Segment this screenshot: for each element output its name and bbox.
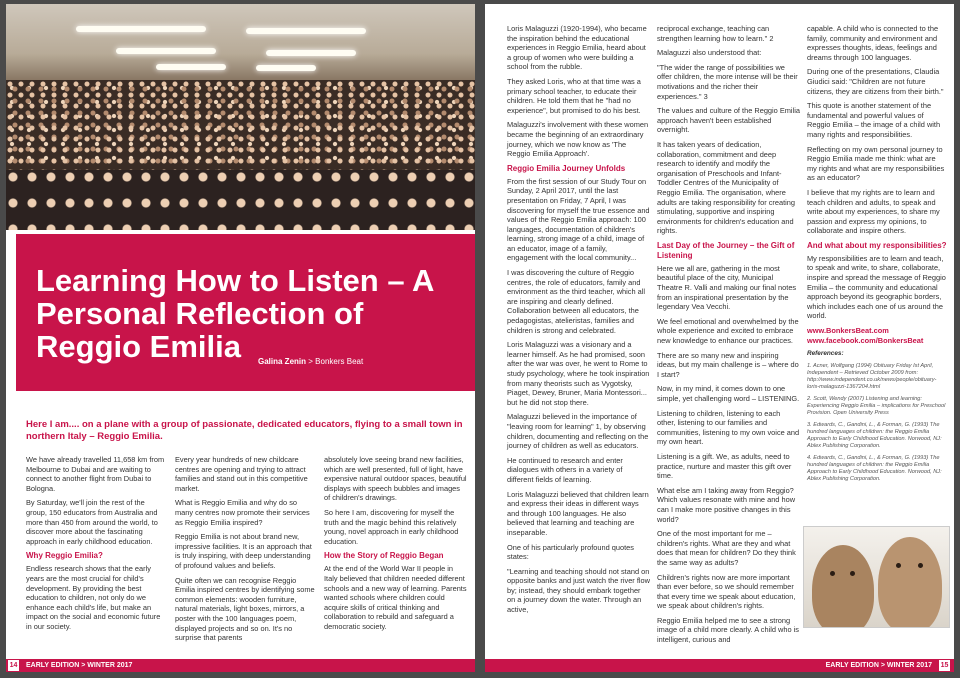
right-column-2 xyxy=(657,24,800,650)
paragraph: One of the most important for me – children's rights. What are they and what does that mean for children? Do they think the same way as adults? xyxy=(657,529,796,567)
footer-label: EARLY EDITION > WINTER 2017 xyxy=(26,662,133,669)
paragraph: My responsibilities are to learn and teach, to speak and write, to share, collaborate, inspire and spread the message of Reggio Emilia – the community and educational approach beyond its geographic borders, which includes each one of us around the world. xyxy=(807,253,946,321)
paragraph: Loris Malaguzzi believed that children learn and express their ideas in different ways and through 100 languages. He also believed that learning and teaching are inseparable. xyxy=(507,489,649,537)
paragraph: Loris Malaguzzi (1920-1994), who became the inspiration behind the educational experiences in Reggio Emilia, heard about a group of women who were building a school from the rubble. xyxy=(507,24,647,72)
paragraph: By Saturday, we'll join the rest of the group, 150 educators from Australia and more than 450 from around the world, to discover more about the fascinating approach in early childhood education. xyxy=(26,498,158,546)
paragraph: At the end of the World War II people in Italy believed that children needed different schools and a new way of learning. Parents wanted schools where children could acquire skills of critical thinking and collaboration to rebuild and safeguard a democratic society. xyxy=(324,564,467,631)
paragraph: I believe that my rights are to learn and teach children and adults, to speak and write about my experiences, to share my passion and express my opinions, to collaborate and inspire others. xyxy=(807,187,940,236)
paragraph: Children's rights now are more important than ever before, so we should remember that every time we speak about education, we speak about children's rights. xyxy=(657,572,796,611)
right-column-3 xyxy=(807,24,947,488)
left-column-2 xyxy=(175,455,315,648)
paragraph: He continued to research and enter dialogues with others in a variety of different fields of learning. xyxy=(507,455,623,484)
section-heading: How the Story of Reggio Began xyxy=(324,551,444,561)
paragraph: So here I am, discovering for myself the truth and the magic behind this relatively young, novel approach in early childhood education. xyxy=(324,507,459,546)
paragraph: absolutely love seeing brand new facilities, which are well presented, full of light, have expensive natural outdoor spaces, beautiful displays with speech bubbles and images of children's drawings. xyxy=(324,455,467,503)
references-list xyxy=(807,363,947,483)
reference-item: 1. Acner, Wolfgang (1994) Obituary Friday Ist April, Independent – Retrieved October 2009 from: http://www.independent.co.uk/news/people/obituary-loris-malaguzzi-1367204.html xyxy=(807,362,937,390)
photo-crowd-front xyxy=(6,170,475,230)
paragraph: Every year hundreds of new childcare centres are opening and trying to attract families and stand out in this competitive market. xyxy=(175,455,308,493)
paragraph: capable. A child who is connected to the family, community and environment and expresses thoughts, ideas, feelings and dreams through 100 languages. xyxy=(807,24,939,62)
paragraph: During one of the presentations, Claudia Giudici said: "Children are not future citizens, they are citizens from their birth." xyxy=(807,67,944,96)
paragraph: It has taken years of dedication, collaboration, commitment and deep research to identify and modify the organisation of Preschools and Infant-Toddler Centres of the Municipality of Reggio Emilia. The organisation, where adults are taking responsibility for creating stimulating, supportive and inspiring environments for children's education and rights. xyxy=(657,139,796,236)
paragraph: Now, in my mind, it comes down to one simple, yet challenging word – LISTENING. xyxy=(657,384,800,403)
right-column-1 xyxy=(507,24,650,620)
paragraph: Reggio Emilia is not about brand new, impressive facilities. It is an approach that is truly inspiring, with deep understanding of profound values and beliefs. xyxy=(175,532,312,570)
paragraph: Reggio Emilia helped me to see a strong image of a child more clearly. A child who is intelligent, curious and xyxy=(657,615,799,645)
paragraph: One of his particularly profound quotes states: xyxy=(507,542,634,562)
right-column-3-body xyxy=(807,24,947,321)
paragraph: Loris Malaguzzi was a visionary and a learner himself. As he had promised, soon after the war was over, he went to Rome to study psychology, where he took inspiration from many theorists such as Vygotsky, Piaget, Dewey, Bruner, Maria Montessori... but he did not stop there. xyxy=(507,340,650,407)
page-number: 15 xyxy=(940,662,949,669)
right-page xyxy=(485,4,954,672)
clay-figure-eye xyxy=(830,571,835,576)
paragraph: This quote is another statement of the fundamental and powerful values of Reggio Emilia – the image of a child with many rights and responsibilities. xyxy=(807,101,941,139)
references-heading: References: xyxy=(807,350,844,358)
footer-bar xyxy=(6,659,475,672)
ceiling-light xyxy=(76,26,206,32)
paragraph: I was discovering the culture of Reggio centres, the role of educators, family and environment as the third teacher, which all are inspiring and clearly defined. Collaboration between all educators, the pedagogistas, atelieristas, families and children is strong and celebrated. xyxy=(507,268,646,335)
clay-figure xyxy=(878,537,942,628)
paragraph: From the first session of our Study Tour on Sunday, 2 April 2017, until the last presentation on Friday, 7 April, I was discovering for myself the true essence and values of the Reggio Emilia approach: 100 languages, documentation of children's learning, strong image of a child, image of an educator, image of a family, engagement with the local community... xyxy=(507,176,650,263)
paragraph: Malaguzzi's involvement with these women became the beginning of an extraordinary journey, which we now know as 'The Reggio Emilia Approach'. xyxy=(507,120,649,159)
clay-figure-eye xyxy=(896,563,901,568)
ceiling-light xyxy=(156,64,226,70)
footer-label: EARLY EDITION > WINTER 2017 xyxy=(825,662,932,669)
paragraph: What else am I taking away from Reggio? Which values resonate with mine and how can I make more positive changes in this world? xyxy=(657,485,796,524)
page-number: 14 xyxy=(9,662,18,669)
paragraph: Listening to children, listening to each other, listening to our families and communities, listening to my own voice and my own heart. xyxy=(657,408,800,447)
section-heading: And what about my responsibilities? xyxy=(807,240,947,250)
reference-item: 3. Edwards, C., Gandini, L., & Forman, G. (1993) The hundred languages of children: the Reggio Emilia Approach to Early Childhood Education. Norwood, NJ: Ablex Publishing Corporation. xyxy=(807,421,942,449)
paragraph: We feel emotional and overwhelmed by the whole experience and excited to embrace new knowledge to enhance our practices. xyxy=(657,316,799,346)
clay-figure-eye xyxy=(850,571,855,576)
paragraph: They asked Loris, who at that time was a primary school teacher, to educate their children. He told them that he "had no experience", but promised to do his best. xyxy=(507,76,641,115)
paragraph: What is Reggio Emilia and why do so many centres now promote their services as Reggio Emilia inspired? xyxy=(175,498,310,527)
footer-bar xyxy=(485,659,954,672)
byline-author: Galina Zenin xyxy=(258,357,307,366)
ceiling-light xyxy=(246,28,366,34)
byline xyxy=(258,357,363,366)
paragraph: Malaguzzi believed in the importance of "leaving room for learning" 1, by observing children, documenting and reflecting on the journey of children as well as educators. xyxy=(507,412,649,451)
left-page xyxy=(6,4,475,672)
clay-figure-eye xyxy=(918,563,923,568)
paragraph: Listening is a gift. We, as adults, need to practice, nurture and master this gift over time. xyxy=(657,451,792,481)
ceiling-light xyxy=(116,48,216,54)
group-photo xyxy=(6,4,475,230)
section-heading: Reggio Emilia Journey Unfolds xyxy=(507,163,626,173)
facebook-link[interactable]: www.facebook.com/BonkersBeat xyxy=(807,335,924,345)
paragraph: Malaguzzi also understood that: xyxy=(657,48,762,58)
section-heading: Why Reggio Emilia? xyxy=(26,551,103,561)
paragraph: "The wider the range of possibilities we offer children, the more intense will be their motivations and the richer their experiences." 3 xyxy=(657,62,798,101)
left-column-1 xyxy=(26,455,166,637)
title-band xyxy=(16,234,475,391)
paragraph: Reflecting on my own personal journey to Reggio Emilia made me think: what are my rights and what are my responsibilities as an educator? xyxy=(807,144,945,183)
ceiling-light xyxy=(266,50,356,56)
reference-item: 2. Scott, Wendy (2007) Listening and learning: Experiencing Reggio Emilia – implications for Preschool Provision. Open University Press xyxy=(807,395,946,416)
byline-section: Bonkers Beat xyxy=(315,357,364,366)
paragraph: There are so many new and inspiring ideas, but my main challenge is – where do I start? xyxy=(657,350,799,379)
paragraph: "Learning and teaching should not stand on opposite banks and just watch the river flow by; instead, they should embark together on a journey down the water. Through an active, xyxy=(507,566,650,615)
clay-figures-photo xyxy=(803,526,950,628)
paragraph: The values and culture of the Reggio Emilia approach haven't been established overnight. xyxy=(657,106,800,135)
paragraph: Quite often we can recognise Reggio Emilia inspired centres by identifying some common elements: wooden furniture, natural materials, light boxes, mirrors, a poster with the 100 languages poem, displayed projects and so on. It's no surprise that parents xyxy=(175,575,315,643)
clay-figure xyxy=(812,545,874,628)
left-column-3 xyxy=(324,455,467,637)
section-heading: Last Day of the Journey – the Gift of Listening xyxy=(657,240,795,260)
website-link[interactable]: www.BonkersBeat.com xyxy=(807,326,889,336)
paragraph: reciprocal exchange, teaching can strengthen learning how to learn." 2 xyxy=(657,24,774,43)
byline-separator: > xyxy=(308,357,313,366)
paragraph: Here we all are, gathering in the most beautiful place of the city, Municipal Theatre R. Valli and making our final notes from an inspirational presentation by the legendary Vea Vecchi. xyxy=(657,263,797,312)
paragraph: We have already travelled 11,658 km from Melbourne to Dubai and are waiting to connect to another flight from Dubai to Bologna. xyxy=(26,455,165,493)
paragraph: Endless research shows that the early years are the most crucial for child's development. By providing the best education to children, not only do we enhance each child's life, but make an impact on the social and economic future in our society. xyxy=(26,564,161,631)
lede-paragraph: Here I am.... on a plane with a group of passionate, dedicated educators, flying to a small town in northern Italy – Reggio Emilia. xyxy=(26,419,463,442)
ceiling-light xyxy=(256,65,316,71)
reference-item: 4. Edwards, C., Gandini, L., & Forman, G. (1993) The hundred languages of children: the Reggio Emilia Approach to Early Childhood Education. Norwood, NJ: Ablex Publishing Corporation. xyxy=(807,454,942,482)
article-title: Learning How to Listen – A Personal Reflection of Reggio Emilia xyxy=(36,263,434,364)
